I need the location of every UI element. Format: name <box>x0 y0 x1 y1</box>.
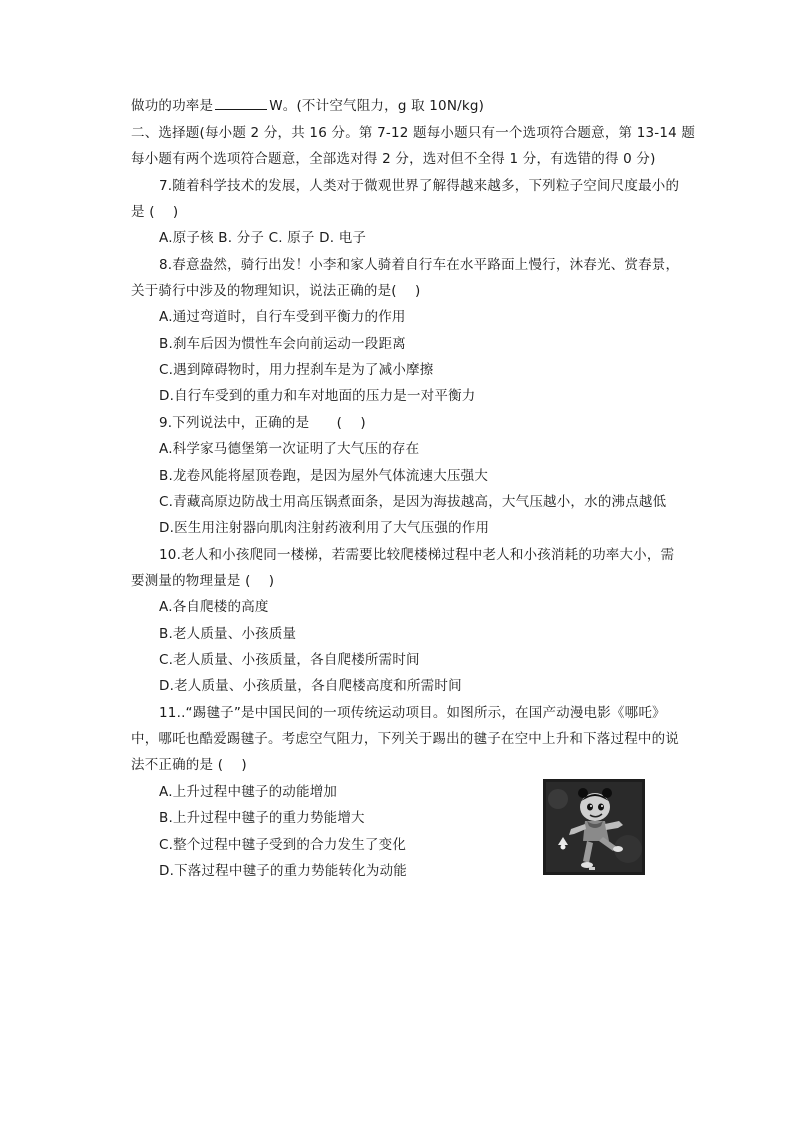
q8-option-a: A.通过弯道时，自行车受到平衡力的作用 <box>159 309 406 325</box>
q11-option-c: C.整个过程中毽子受到的合力发生了变化 <box>159 837 407 853</box>
q11-option-d: D.下落过程中毽子的重力势能转化为动能 <box>159 863 407 879</box>
q11-stem-line1: 11..“踢毽子”是中国民间的一项传统运动项目。如图所示，在国产动漫电影《哪吒》 <box>159 705 666 721</box>
q7-stem-line2: 是 ( ) <box>131 204 179 220</box>
q10-option-c: C.老人质量、小孩质量，各自爬楼所需时间 <box>159 652 420 668</box>
answer-blank <box>215 96 267 110</box>
q9-option-b: B.龙卷风能将屋顶卷跑，是因为屋外气体流速大压强大 <box>159 468 489 484</box>
q10-stem-line1: 10.老人和小孩爬同一楼梯，若需要比较爬楼梯过程中老人和小孩消耗的功率大小，需 <box>159 547 675 563</box>
q9-option-d: D.医生用注射器向肌肉注射药液利用了大气压强的作用 <box>159 520 490 536</box>
q8-option-c: C.遇到障碍物时，用力捏刹车是为了减小摩擦 <box>159 362 434 378</box>
q8-stem-line1: 8.春意盎然，骑行出发！小李和家人骑着自行车在水平路面上慢行，沐春光、赏春景， <box>159 257 680 273</box>
q10-option-d: D.老人质量、小孩质量，各自爬楼高度和所需时间 <box>159 678 462 694</box>
q9-stem-line1: 9.下列说法中，正确的是 ( ) <box>159 415 366 431</box>
q11-stem-line3: 法不正确的是 ( ) <box>131 757 247 773</box>
q10-stem-line2: 要测量的物理量是 ( ) <box>131 573 275 589</box>
q9-option-a: A.科学家马德堡第一次证明了大气压的存在 <box>159 441 420 457</box>
section-heading: 二、选择题(每小题 2 分，共 16 分。第 7-12 题每小题只有一个选项符合题意，第 13-14 题 <box>131 125 696 141</box>
q10-option-b: B.老人质量、小孩质量 <box>159 626 297 642</box>
q7-stem-line1: 7.随着科学技术的发展，人类对于微观世界了解得越来越多，下列粒子空间尺度最小的 <box>159 178 680 194</box>
nezha-shuttlecock-photo <box>543 779 645 875</box>
power-question-tail <box>131 96 484 115</box>
q7-options: A.原子核 B. 分子 C. 原子 D. 电子 <box>159 230 367 246</box>
section-instructions: 每小题有两个选项符合题意，全部选对得 2 分，选对但不全得 1 分，有选错的得 0 分) <box>131 151 656 167</box>
q11-stem-line2: 中，哪吒也酷爱踢毽子。考虑空气阻力，下列关于踢出的毽子在空中上升和下落过程中的说 <box>131 731 679 747</box>
q8-option-d: D.自行车受到的重力和车对地面的压力是一对平衡力 <box>159 388 476 404</box>
q11-option-b: B.上升过程中毽子的重力势能增大 <box>159 810 365 826</box>
q10-option-a: A.各自爬楼的高度 <box>159 599 269 615</box>
q9-option-c: C.青藏高原边防战士用高压锅煮面条，是因为海拔越高，大气压越小，水的沸点越低 <box>159 494 667 510</box>
power-question-prefix: 做功的功率是 <box>131 98 214 114</box>
q11-option-a: A.上升过程中毽子的动能增加 <box>159 784 338 800</box>
q8-stem-line2: 关于骑行中涉及的物理知识，说法正确的是( ) <box>131 283 421 299</box>
power-question-suffix: W。(不计空气阻力，g 取 10N/kg) <box>269 98 485 114</box>
q8-option-b: B.刹车后因为惯性车会向前运动一段距离 <box>159 336 406 352</box>
